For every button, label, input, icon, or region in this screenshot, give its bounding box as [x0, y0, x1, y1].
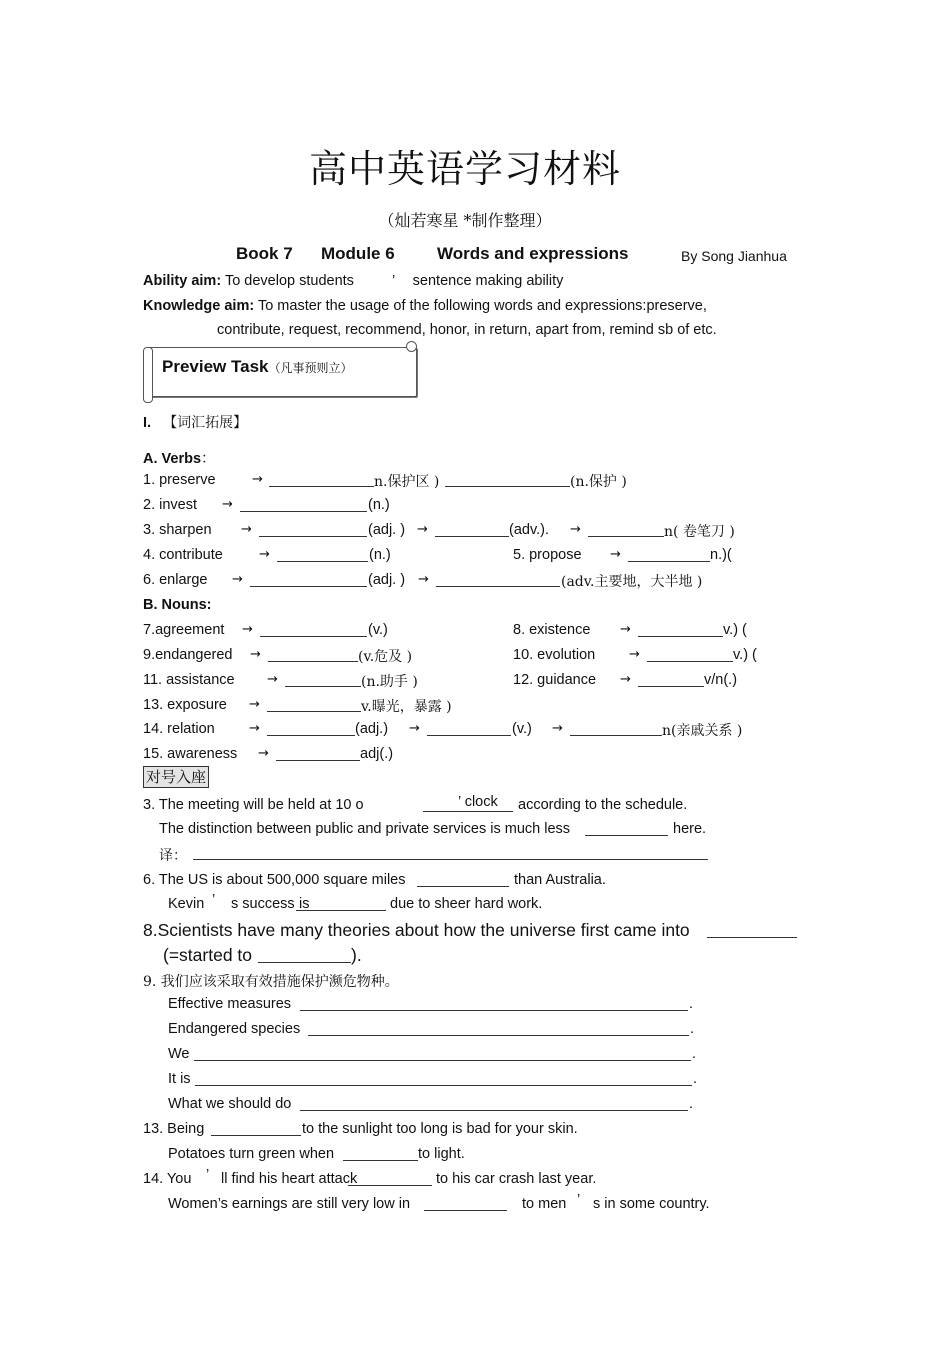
verb-item-1: 1. preserve: [143, 472, 216, 488]
q6-line1: 6. The US is about 500,000 square miles: [143, 872, 406, 888]
answer-blank[interactable]: [348, 1171, 432, 1186]
preview-task-note: （凡事预则立）: [268, 361, 353, 375]
q3-line1: 3. The meeting will be held at 10 o: [143, 797, 364, 813]
answer-blank[interactable]: [268, 647, 358, 662]
document-subtitle: （灿若寒星 *制作整理）: [378, 211, 552, 230]
translate-label: 译：: [159, 848, 187, 864]
ability-aim-text: To develop students: [224, 273, 354, 289]
answer-blank[interactable]: [707, 920, 797, 938]
answer-blank[interactable]: [343, 1146, 418, 1161]
answer-blank[interactable]: [276, 746, 360, 761]
book-label: Book 7: [236, 244, 293, 263]
answer-blank[interactable]: [638, 672, 704, 687]
arrow-icon: →: [249, 721, 260, 736]
noun-item-14: 14. relation: [143, 721, 215, 737]
topic-label: Words and expressions: [437, 244, 629, 263]
preview-task-label: Preview Task: [162, 357, 269, 376]
noun-item-9: 9.endangered: [143, 647, 233, 663]
nouns-heading: B. Nouns:: [143, 597, 212, 613]
match-tag: 对号入座: [143, 766, 209, 788]
answer-blank[interactable]: [296, 896, 386, 911]
answer-blank[interactable]: [269, 472, 374, 487]
knowledge-aim: [143, 298, 707, 314]
arrow-icon: →: [552, 721, 563, 736]
q14-line1: 14. You: [143, 1171, 192, 1187]
arrow-icon: →: [570, 522, 581, 537]
answer-blank[interactable]: [240, 497, 367, 512]
noun-item-11: 11. assistance: [143, 672, 235, 688]
ability-aim-label: Ability aim:: [143, 273, 222, 289]
q9-prompt: 9. 我们应该采取有效措施保护濒危物种。: [143, 974, 399, 990]
preview-task-heading: [162, 357, 353, 377]
document-title: 高中英语学习材料: [308, 147, 621, 191]
arrow-icon: →: [620, 672, 631, 687]
answer-blank[interactable]: [195, 1071, 692, 1086]
answer-blank[interactable]: [417, 872, 509, 887]
arrow-icon: →: [417, 522, 428, 537]
arrow-icon: →: [610, 547, 621, 562]
noun-item-13: 13. exposure: [143, 697, 227, 713]
answer-blank[interactable]: [427, 721, 511, 736]
answer-blank[interactable]: [211, 1121, 301, 1136]
noun-item-8: 8. existence: [513, 622, 591, 638]
answer-blank[interactable]: [570, 721, 662, 736]
answer-blank[interactable]: [308, 1021, 689, 1036]
answer-blank[interactable]: [250, 572, 367, 587]
verb-item-5: 5. propose: [513, 547, 582, 563]
answer-blank[interactable]: [267, 721, 355, 736]
noun-item-7: 7.agreement: [143, 622, 225, 638]
author-byline: By Song Jianhua: [681, 248, 787, 264]
q8-line1: 8.Scientists have many theories about how the universe first came into: [143, 920, 690, 940]
answer-blank[interactable]: [277, 547, 368, 562]
ability-aim: [143, 273, 563, 289]
verb-item-6: 6. enlarge: [143, 572, 208, 588]
answer-blank[interactable]: [300, 996, 688, 1011]
answer-blank[interactable]: [585, 821, 668, 836]
arrow-icon: →: [242, 622, 253, 637]
answer-blank[interactable]: [300, 1096, 688, 1111]
q3-line2: The distinction between public and private services is much less: [159, 821, 571, 837]
knowledge-aim-line1: To master the usage of the following words and expressions:preserve,: [257, 298, 707, 314]
answer-blank[interactable]: [424, 1196, 507, 1211]
arrow-icon: →: [222, 497, 233, 512]
section-title: 【词汇拓展】: [163, 415, 248, 431]
scroll-curl-left-icon: [143, 347, 153, 403]
arrow-icon: →: [267, 672, 278, 687]
noun-item-12: 12. guidance: [513, 672, 597, 688]
arrow-icon: →: [241, 522, 252, 537]
answer-blank[interactable]: [267, 697, 361, 712]
translation-blank[interactable]: [193, 845, 708, 860]
arrow-icon: →: [620, 622, 631, 637]
verb-item-4: 4. contribute: [143, 547, 223, 563]
verbs-heading: A. Verbs：: [143, 451, 216, 467]
arrow-icon: →: [409, 721, 420, 736]
ability-aim-rest: sentence making ability: [412, 273, 564, 289]
verb-item-3: 3. sharpen: [143, 522, 212, 538]
answer-blank[interactable]: [285, 672, 361, 687]
answer-blank[interactable]: [436, 572, 560, 587]
q13-line1: 13. Being: [143, 1121, 205, 1137]
arrow-icon: →: [629, 647, 640, 662]
module-label: Module 6: [321, 244, 395, 263]
noun-item-10: 10. evolution: [513, 647, 596, 663]
arrow-icon: →: [258, 746, 269, 761]
answer-blank[interactable]: [445, 472, 570, 487]
scroll-curl-right-icon: [406, 341, 417, 352]
arrow-icon: →: [252, 472, 263, 487]
answer-blank[interactable]: [260, 622, 367, 637]
answer-blank[interactable]: [258, 945, 351, 963]
arrow-icon: →: [259, 547, 270, 562]
arrow-icon: →: [418, 572, 429, 587]
answer-blank[interactable]: [259, 522, 367, 537]
apostrophe: ’: [391, 273, 395, 289]
answer-blank[interactable]: [647, 647, 733, 662]
section-number: I.: [143, 415, 152, 431]
noun-item-15: 15. awareness: [143, 746, 238, 762]
verb-item-2: 2. invest: [143, 497, 197, 513]
answer-blank[interactable]: [638, 622, 723, 637]
knowledge-aim-line2: contribute, request, recommend, honor, in return, apart from, remind sb of etc.: [217, 322, 717, 338]
answer-blank[interactable]: [628, 547, 710, 562]
answer-blank[interactable]: [435, 522, 509, 537]
arrow-icon: →: [232, 572, 243, 587]
arrow-icon: →: [249, 697, 260, 712]
answer-blank[interactable]: [194, 1046, 691, 1061]
answer-blank[interactable]: [588, 522, 664, 537]
arrow-icon: →: [250, 647, 261, 662]
section-heading: [143, 412, 247, 432]
knowledge-aim-label: Knowledge aim:: [143, 298, 255, 314]
